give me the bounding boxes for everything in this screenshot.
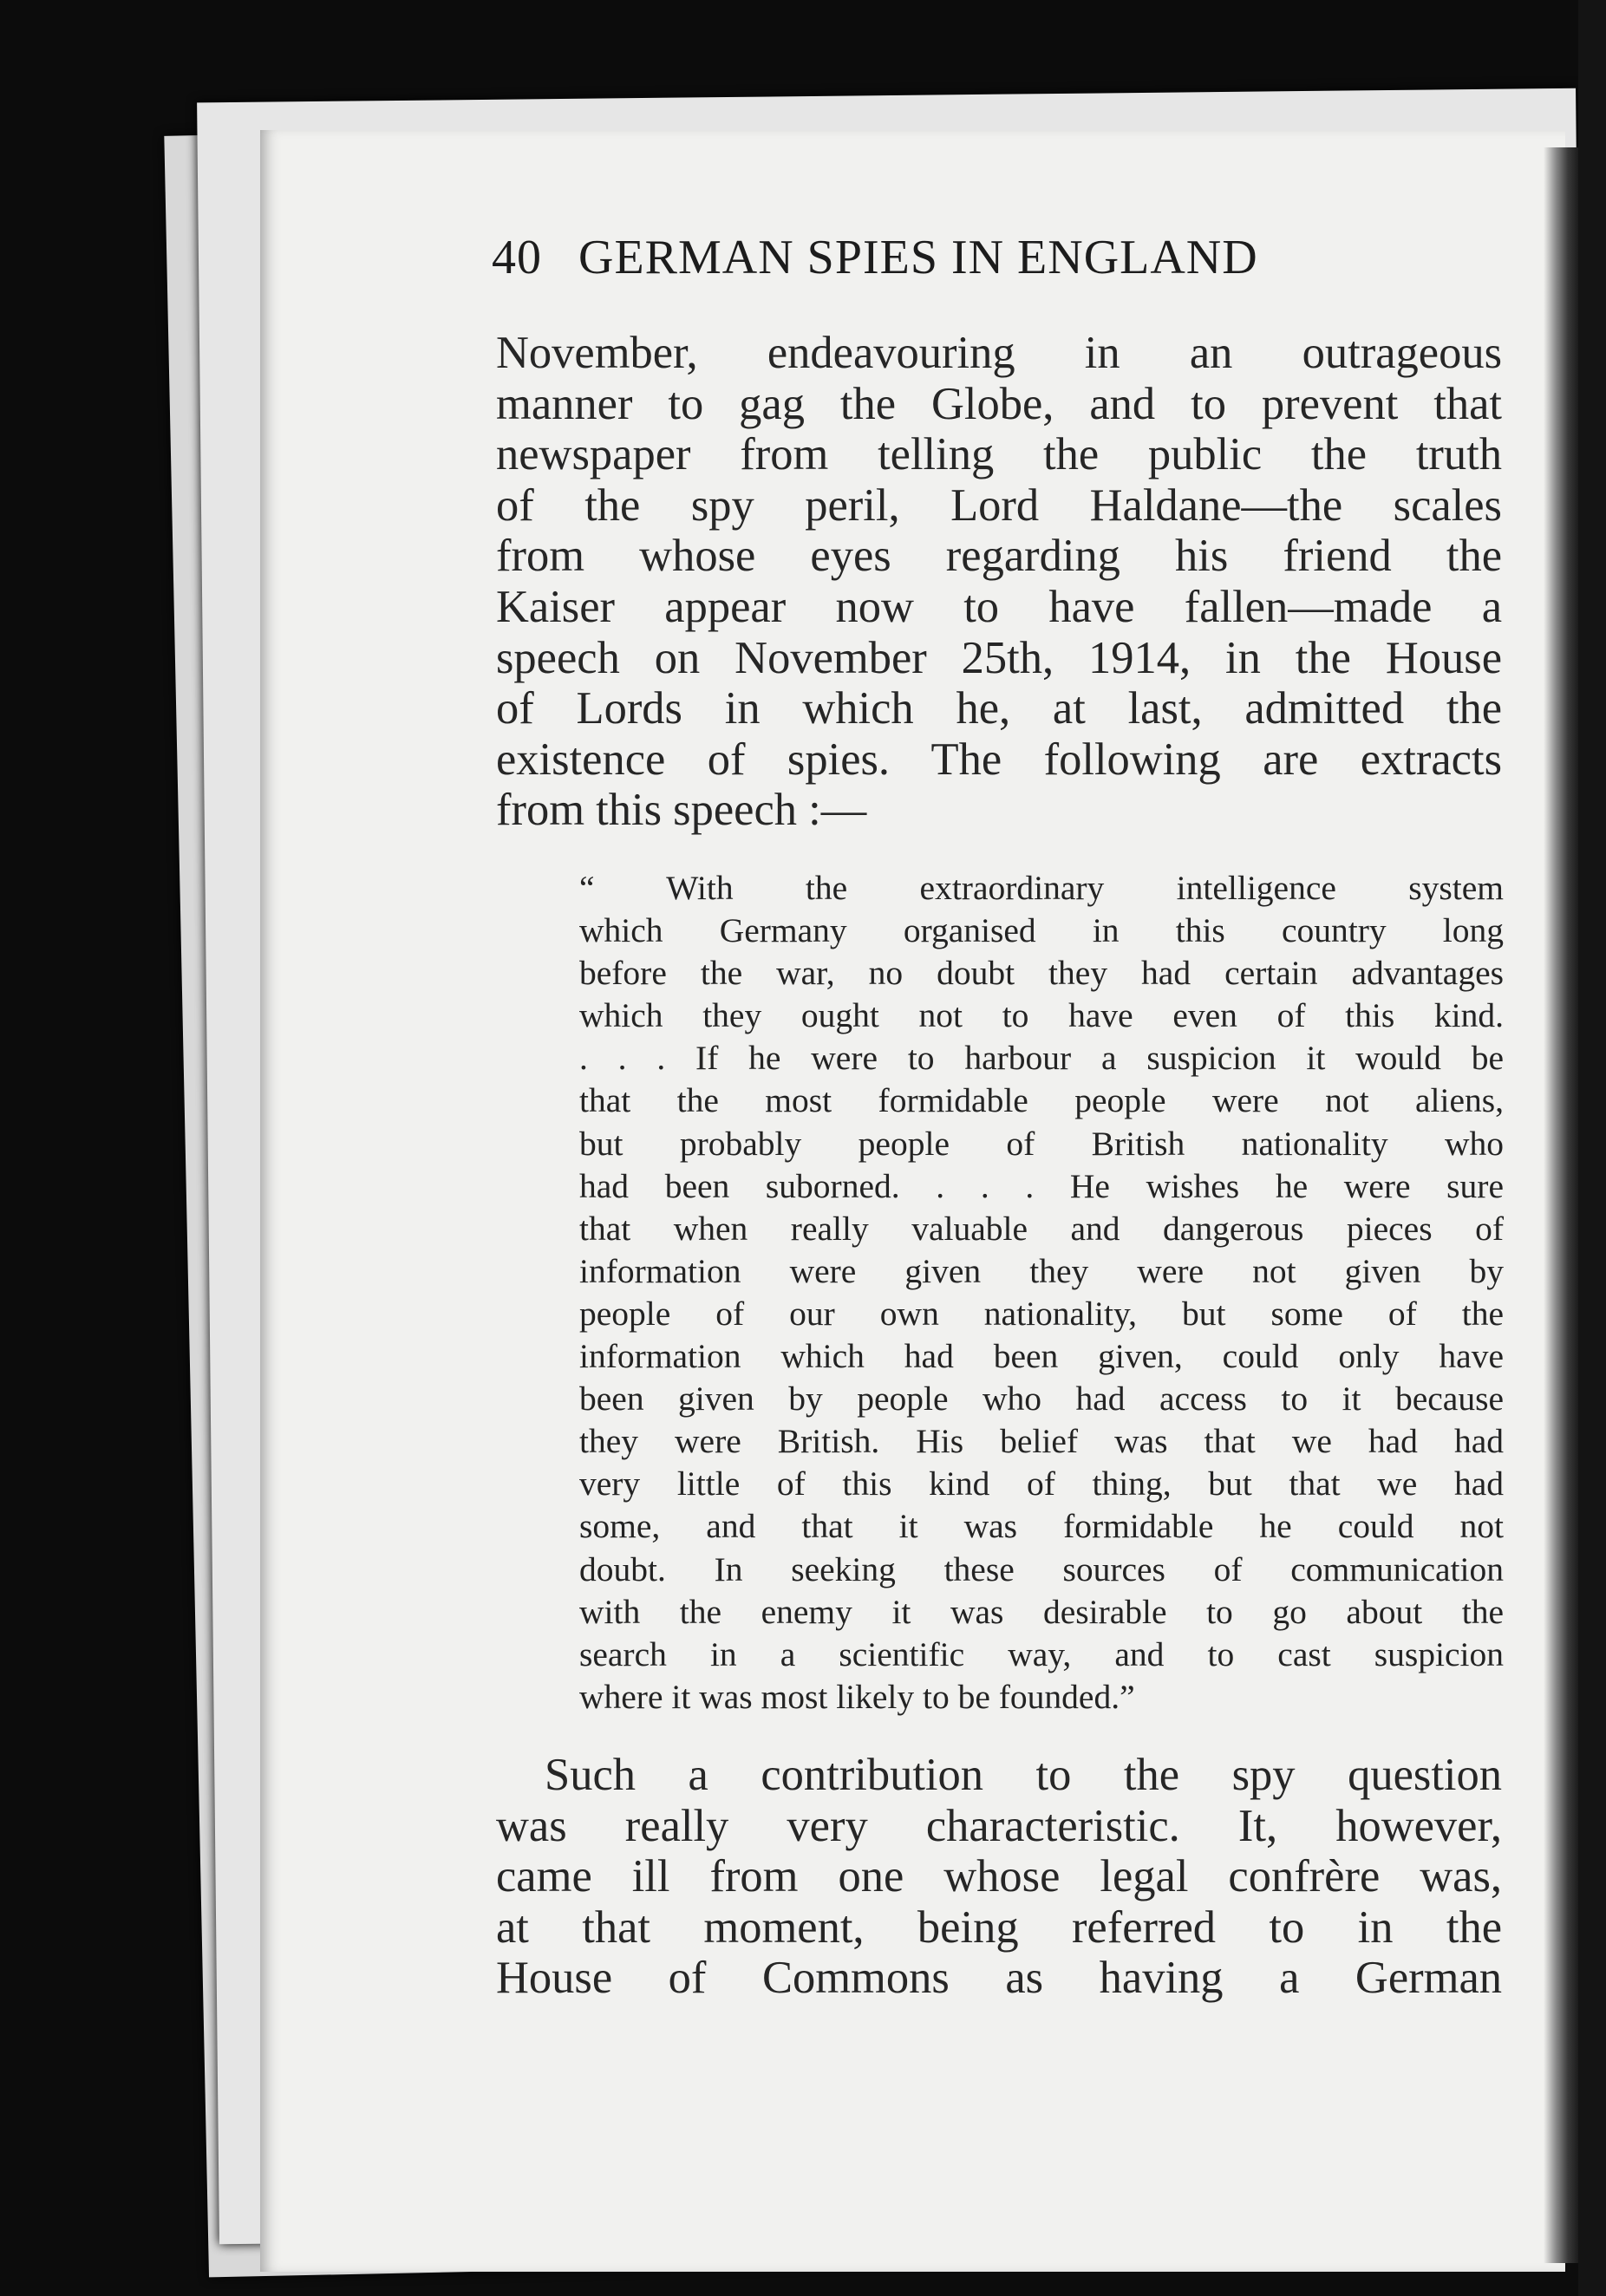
text-line: from this speech :— <box>496 785 867 836</box>
quote-line: before the war, no doubt they had certain advantages <box>579 954 1504 993</box>
quote-line: people of our own nationality, but some of the <box>579 1294 1504 1333</box>
quote-line: which they ought not to have even of this kind. <box>579 996 1504 1035</box>
quote-line: “ With the extraordinary intelligence system <box>579 869 1504 907</box>
text-line: Kaiser appear now to have fallen—made a <box>496 581 1502 632</box>
quote-line: information were given they were not given by <box>579 1251 1504 1290</box>
quote-line: been given by people who had access to it because <box>579 1380 1504 1419</box>
quote-line: some, and that it was formidable he could not <box>579 1507 1504 1546</box>
paragraph-2 <box>496 1750 1502 2004</box>
paragraph-1 <box>496 328 1502 836</box>
quote-line: information which had been given, could only have <box>579 1337 1504 1376</box>
quote-line: but probably people of British nationality who <box>579 1124 1504 1163</box>
text-line: of the spy peril, Lord Haldane—the scales <box>496 479 1502 531</box>
quote-line: that the most formidable people were not aliens, <box>579 1081 1504 1120</box>
quote-line: where it was most likely to be founded.” <box>579 1677 1135 1716</box>
book-gutter <box>1544 147 1578 2263</box>
text-line: at that moment, being referred to in the <box>496 1901 1502 1953</box>
quote-line: doubt. In seeking these sources of communication <box>579 1549 1504 1588</box>
scan-border <box>1578 0 1606 2296</box>
running-title: GERMAN SPIES IN ENGLAND <box>578 231 1258 284</box>
quote-line: which Germany organised in this country long <box>579 911 1504 950</box>
quote-line: that when really valuable and dangerous pieces of <box>579 1209 1504 1248</box>
page-number: 40 <box>492 231 542 284</box>
quote-line: very little of this kind of thing, but that we had <box>579 1464 1504 1503</box>
quote-line: had been suborned. . . . He wishes he were sure <box>579 1166 1504 1205</box>
running-head <box>492 230 1258 285</box>
block-quote <box>579 867 1504 1719</box>
text-line: was really very characteristic. It, however, <box>496 1800 1502 1851</box>
text-line: speech on November 25th, 1914, in the House <box>496 632 1502 683</box>
text-line: Such a contribution to the spy question <box>545 1750 1502 1800</box>
text-line: existence of spies. The following are extracts <box>496 734 1502 785</box>
quote-line: search in a scientific way, and to cast suspicion <box>579 1634 1504 1673</box>
quote-line: . . . If he were to harbour a suspicion it would be <box>579 1039 1504 1078</box>
text-line: from whose eyes regarding his friend the <box>496 531 1502 582</box>
text-line: House of Commons as having a German <box>496 1953 1502 2004</box>
quote-line: they were British. His belief was that we had had <box>579 1422 1504 1461</box>
text-line: manner to gag the Globe, and to prevent that <box>496 378 1502 429</box>
text-line: of Lords in which he, at last, admitted the <box>496 683 1502 734</box>
quote-line: with the enemy it was desirable to go about the <box>579 1592 1504 1631</box>
text-line: newspaper from telling the public the truth <box>496 429 1502 480</box>
text-line: came ill from one whose legal confrère was, <box>496 1851 1502 1902</box>
text-line: November, endeavouring in an outrageous <box>496 328 1502 378</box>
